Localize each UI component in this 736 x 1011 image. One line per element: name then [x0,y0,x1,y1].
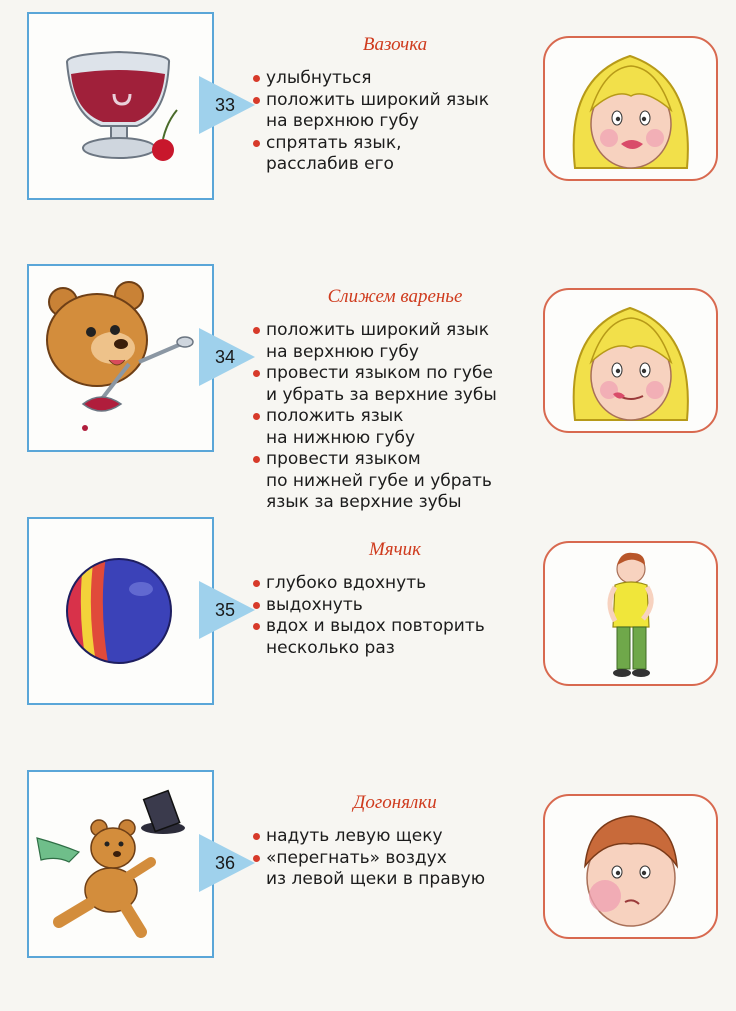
exercise-picture [27,770,214,958]
bear-chasing-hat-icon [29,772,212,956]
boy-puffed-cheek-icon [545,796,716,937]
steps-list [252,826,542,891]
boy-breathing-icon [545,543,716,684]
exercise-number-badge [195,830,257,896]
step-item: глубоко вдохнуть [252,573,542,595]
girl-tongue-up-icon [545,38,716,179]
exercise-picture [27,264,214,452]
step-item: спрятать язык, расслабив его [252,133,542,176]
exercise-picture [27,12,214,200]
step-item: надуть левую щеку [252,826,542,848]
exercise-number-badge [195,72,257,138]
exercise-number-badge [195,324,257,390]
bear-with-spoon-icon [29,266,212,450]
step-item: «перегнать» воздух из левой щеки в правую [252,848,542,891]
exercise-34 [0,262,736,512]
exercise-33 [0,10,736,210]
step-item: вдох и выдох повторить несколько раз [252,616,542,659]
dessert-bowl-icon [29,14,212,198]
exercise-35 [0,515,736,715]
step-item: положить широкий язык на верхнюю губу [252,320,542,363]
face-illustration [543,36,718,181]
exercise-number-badge [195,577,257,643]
step-item: положить язык на нижнюю губу [252,406,542,449]
steps-list [252,320,542,514]
exercise-title: Слижем варенье [327,286,463,307]
exercise-number: 34 [214,347,236,367]
step-item: выдохнуть [252,595,542,617]
face-illustration [543,288,718,433]
exercise-number: 33 [214,95,236,115]
exercise-number: 35 [214,600,236,620]
girl-licking-lip-icon [545,290,716,431]
steps-list [252,573,542,659]
face-illustration [543,541,718,686]
steps-list [252,68,542,176]
exercise-title: Догонялки [353,792,437,813]
exercise-36 [0,768,736,968]
exercise-title: Вазочка [362,34,428,55]
ball-icon [29,519,212,703]
step-item: улыбнуться [252,68,542,90]
exercise-picture [27,517,214,705]
exercise-title: Мячик [368,539,422,560]
step-item: провести языком по нижней губе и убрать язык за верхние зубы [252,449,542,514]
face-illustration [543,794,718,939]
step-item: провести языком по губе и убрать за верхние зубы [252,363,542,406]
step-item: положить широкий язык на верхнюю губу [252,90,542,133]
exercise-number: 36 [214,853,236,873]
